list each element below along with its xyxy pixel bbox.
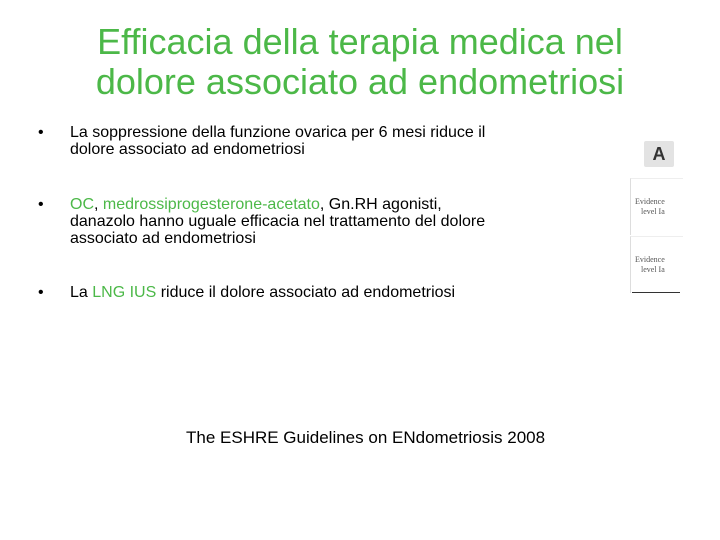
divider-line xyxy=(632,292,680,293)
bullet-3-line-1 xyxy=(70,284,650,301)
evidence-level-box-1 xyxy=(630,178,683,235)
evidence-1-level: level Ia xyxy=(641,207,665,216)
bullet-2-line-2: danazolo hanno uguale efficacia nel trattamento del dolore xyxy=(70,213,486,230)
evidence-1-label: Evidence xyxy=(635,197,665,206)
slide-title xyxy=(40,22,680,102)
bullet-marker: • xyxy=(38,284,44,301)
title-line-1: Efficacia della terapia medica nel xyxy=(97,21,623,62)
grade-badge: A xyxy=(644,141,674,167)
separator: , xyxy=(94,196,103,213)
title-line-2: dolore associato ad endometriosi xyxy=(95,61,625,102)
mpa-term: medrossiprogesterone-acetato xyxy=(102,196,320,213)
source-citation: The ESHRE Guidelines on ENdometriosis 2008 xyxy=(186,428,546,447)
bullet-marker: • xyxy=(38,124,44,141)
bullet-2-rest: , Gn.RH agonisti, xyxy=(319,196,442,213)
bullet-marker: • xyxy=(38,196,44,213)
lng-ius-term: LNG IUS xyxy=(92,284,157,301)
oc-term: OC xyxy=(70,196,94,213)
evidence-level-box-2 xyxy=(630,236,683,293)
bullet-item-2 xyxy=(28,196,650,247)
bullet-item-1 xyxy=(28,124,650,158)
bullet-2-line-3: associato ad endometriosi xyxy=(70,230,256,247)
bullet-2-line-1 xyxy=(70,196,650,213)
evidence-2-level: level Ia xyxy=(641,265,665,274)
bullet-3-rest: riduce il dolore associato ad endometriosi xyxy=(156,284,456,301)
bullet-item-3 xyxy=(28,284,650,301)
evidence-2-label: Evidence xyxy=(635,255,665,264)
bullet-1-line-2: dolore associato ad endometriosi xyxy=(70,141,305,158)
bullet-1-line-1: La soppressione della funzione ovarica per 6 mesi riduce il xyxy=(70,124,486,141)
bullet-3-prefix: La xyxy=(70,284,93,301)
